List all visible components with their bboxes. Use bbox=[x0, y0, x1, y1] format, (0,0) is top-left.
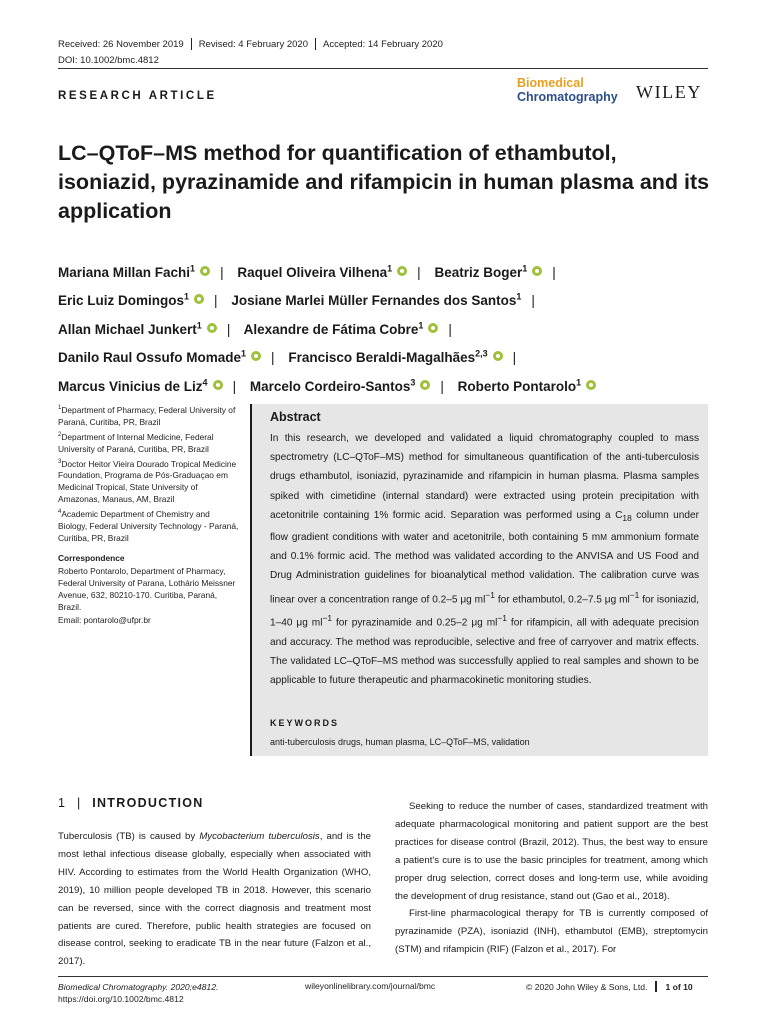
orcid-icon[interactable] bbox=[493, 351, 503, 361]
orcid-icon[interactable] bbox=[420, 380, 430, 390]
author[interactable]: Mariana Millan Fachi$^1$ bbox=[58, 265, 210, 280]
orcid-icon[interactable] bbox=[194, 294, 204, 304]
author[interactable]: Eric Luiz Domingos$^1$ bbox=[58, 293, 204, 308]
author-list: Mariana Millan Fachi$^1$ | Raquel Oliveira Vilhena$^1$ | Beatriz Boger$^1$ | Eric Luiz Domingos$^1$ | Josiane Marlei Müller Fernandes dos Santos$^1$ | Allan Michael Junkert$^1$ | Alexandre de Fátima Cobre$^1$ | Danilo Raul Ossufo Momade$^1$ | Francisco Beraldi-Magalhães$^{2,3}$ | Marcus Vinicius de Liz$^4$ | Marcelo Cordeiro-Santos$^3$ | Roberto Pontarolo$^1$ bbox=[58, 256, 718, 399]
journal-logo-line1: Biomedical bbox=[517, 76, 584, 90]
orcid-icon[interactable] bbox=[586, 380, 596, 390]
intro-left-column bbox=[58, 828, 371, 971]
author[interactable]: Francisco Beraldi-Magalhães$^{2,3}$ bbox=[288, 350, 502, 365]
footer-copyright: © 2020 John Wiley & Sons, Ltd. bbox=[526, 981, 648, 992]
affiliations bbox=[58, 402, 240, 627]
paragraph: Seeking to reduce the number of cases, standardized treatment with adequate pharmacological monitoring and patient support are the best practices for disease control (Brazil, 2012). Thus, the best way to ensure a patient's cure is to use the basic principles for treatment, among which proper drug selection, correct doses and long-term use, while avoiding the development of drug resistance, stand out (Gao et al., 2018). bbox=[395, 801, 708, 902]
orcid-icon[interactable] bbox=[207, 323, 217, 333]
publisher-logo: WILEY bbox=[636, 82, 702, 102]
orcid-icon[interactable] bbox=[397, 266, 407, 276]
author[interactable]: Roberto Pontarolo$^1$ bbox=[458, 379, 597, 394]
orcid-icon[interactable] bbox=[200, 266, 210, 276]
abstract-heading: Abstract bbox=[270, 410, 321, 424]
received-date: Received: 26 November 2019 bbox=[58, 38, 184, 50]
divider bbox=[315, 38, 316, 50]
footer-citation bbox=[58, 981, 218, 1005]
affiliation: $^1$Department of Pharmacy, Federal University of Paraná, Curitiba, PR, Brazil bbox=[58, 404, 236, 427]
article-title: LC–QToF–MS method for quantification of ethambutol, isoniazid, pyrazinamide and rifampicin in human plasma and its application bbox=[58, 141, 710, 223]
footer-right bbox=[526, 981, 693, 992]
divider bbox=[655, 981, 657, 992]
section-number: 1 bbox=[58, 796, 65, 810]
revised-date: Revised: 4 February 2020 bbox=[198, 38, 308, 50]
author[interactable]: Josiane Marlei Müller Fernandes dos Santos$^1$ bbox=[231, 291, 522, 308]
paragraph: Tuberculosis (TB) is caused by Mycobacterium tuberculosis, and is the most lethal infectious disease globally, especially when associated with HIV. According to estimates from the World Health Organization (WHO, 2019), 10 million people developed TB in 2018. However, this scenario can be reversed, since with the correct diagnosis and treatment most patients are cured. Therefore, public health strategies are focused on disease control, seeking to eradicate TB in the near future (Falzon et al., 2017). bbox=[58, 831, 372, 968]
page-number: 1 of 10 bbox=[665, 981, 693, 992]
affiliation: $^4$Academic Department of Chemistry and Biology, Federal University Technology - Paraná, Curitiba, PR, Brazil bbox=[58, 509, 239, 544]
doi[interactable]: DOI: 10.1002/bmc.4812 bbox=[58, 55, 159, 66]
author[interactable]: Alexandre de Fátima Cobre$^1$ bbox=[244, 322, 439, 337]
affiliation: $^2$Department of Internal Medicine, Federal University of Paraná, Curitiba, PR, Brazil bbox=[58, 431, 214, 454]
keywords-heading: KEYWORDS bbox=[270, 718, 340, 728]
author[interactable]: Marcus Vinicius de Liz$^4$ bbox=[58, 379, 223, 394]
abstract-text: In this research, we developed and validated a liquid chromatography coupled to mass spectrometry (LC–QToF–MS) method for simultaneous quantification of the anti-tuberculosis drugs ethambutol, isoniazid, pyrazinamide and rifampicin in human plasma. Plasma samples spiked with cimetidine (internal standard) were extracted using protein precipitation with acetonitrile containing 1% formic acid. Separation was performed using a $C_{18}$ column under flow gradient conditions with water and acetonitrile, both containing 5 mM ammonium formate and 0.1% formic acid. The method was validated according to the ANVISA and US Food and Drug Administration guidelines for bioanalytical method validation. The calibration curve was linear over a concentration range of 0.2–5 μg $ml^{-1}$ for ethambutol, 0.2–7.5 μg $ml^{-1}$ for isoniazid, 1–40 μg $ml^{-1}$ for pyrazinamide and 0.25–2 μg $ml^{-1}$ for rifampicin, all with adequate precision and accuracy. The method was reproducible, selective and free of carryover and matrix effects. The validated LC–QToF–MS method was successfully applied to real samples and shown to be applicable to future therapeutic and pharmacokinetic monitoring studies. bbox=[270, 433, 700, 687]
footer-doi-link[interactable]: https://doi.org/10.1002/bmc.4812 bbox=[58, 994, 184, 1004]
footer-website-link[interactable]: wileyonlinelibrary.com/journal/bmc bbox=[305, 981, 436, 991]
section-title: INTRODUCTION bbox=[92, 796, 204, 810]
section-heading-introduction: 1 | INTRODUCTION bbox=[58, 796, 204, 810]
author[interactable]: Marcelo Cordeiro-Santos$^3$ bbox=[250, 379, 431, 394]
orcid-icon[interactable] bbox=[532, 266, 542, 276]
accepted-date: Accepted: 14 February 2020 bbox=[323, 38, 443, 50]
correspondence-heading: Correspondence bbox=[58, 553, 125, 564]
divider bbox=[191, 38, 192, 50]
author[interactable]: Raquel Oliveira Vilhena$^1$ bbox=[237, 265, 407, 280]
correspondence-email[interactable]: Email: pontarolo@ufpr.br bbox=[58, 615, 151, 626]
orcid-icon[interactable] bbox=[428, 323, 438, 333]
article-type: RESEARCH ARTICLE bbox=[58, 90, 217, 102]
footer-journal: Biomedical Chromatography. 2020;e4812. bbox=[58, 982, 219, 992]
intro-right-column bbox=[395, 798, 708, 959]
paragraph: First-line pharmacological therapy for TB is currently composed of pyrazinamide (PZA), isoniazid (INH), ethambutol (EMB), streptomycin (STM) and rifampicin (RIF) (Falzon et al., 2017). For bbox=[395, 908, 708, 956]
keywords-text: anti-tuberculosis drugs, human plasma, LC–QToF–MS, validation bbox=[270, 737, 530, 747]
journal-logo bbox=[517, 76, 618, 104]
author[interactable]: Allan Michael Junkert$^1$ bbox=[58, 322, 217, 337]
header-rule bbox=[58, 68, 708, 69]
footer-rule bbox=[58, 976, 708, 977]
author[interactable]: Beatriz Boger$^1$ bbox=[434, 265, 542, 280]
orcid-icon[interactable] bbox=[251, 351, 261, 361]
affiliation: $^3$Doctor Heitor Vieira Dourado Tropical Medicine Foundation, Programa de Pós-Graduaçao em Medicinal Tropical, State University of Amazonas, Manaus, AM, Brazil bbox=[58, 458, 237, 505]
journal-logo-line2: Chromatography bbox=[517, 90, 618, 104]
author[interactable]: Danilo Raul Ossufo Momade$^1$ bbox=[58, 350, 261, 365]
orcid-icon[interactable] bbox=[213, 380, 223, 390]
dates-line bbox=[58, 38, 443, 50]
correspondence-text: Roberto Pontarolo, Department of Pharmacy, Federal University of Parana, Lothário Meissner Avenue, 632, 80210-170. Curitiba, Paraná, Brazil. bbox=[58, 566, 236, 613]
